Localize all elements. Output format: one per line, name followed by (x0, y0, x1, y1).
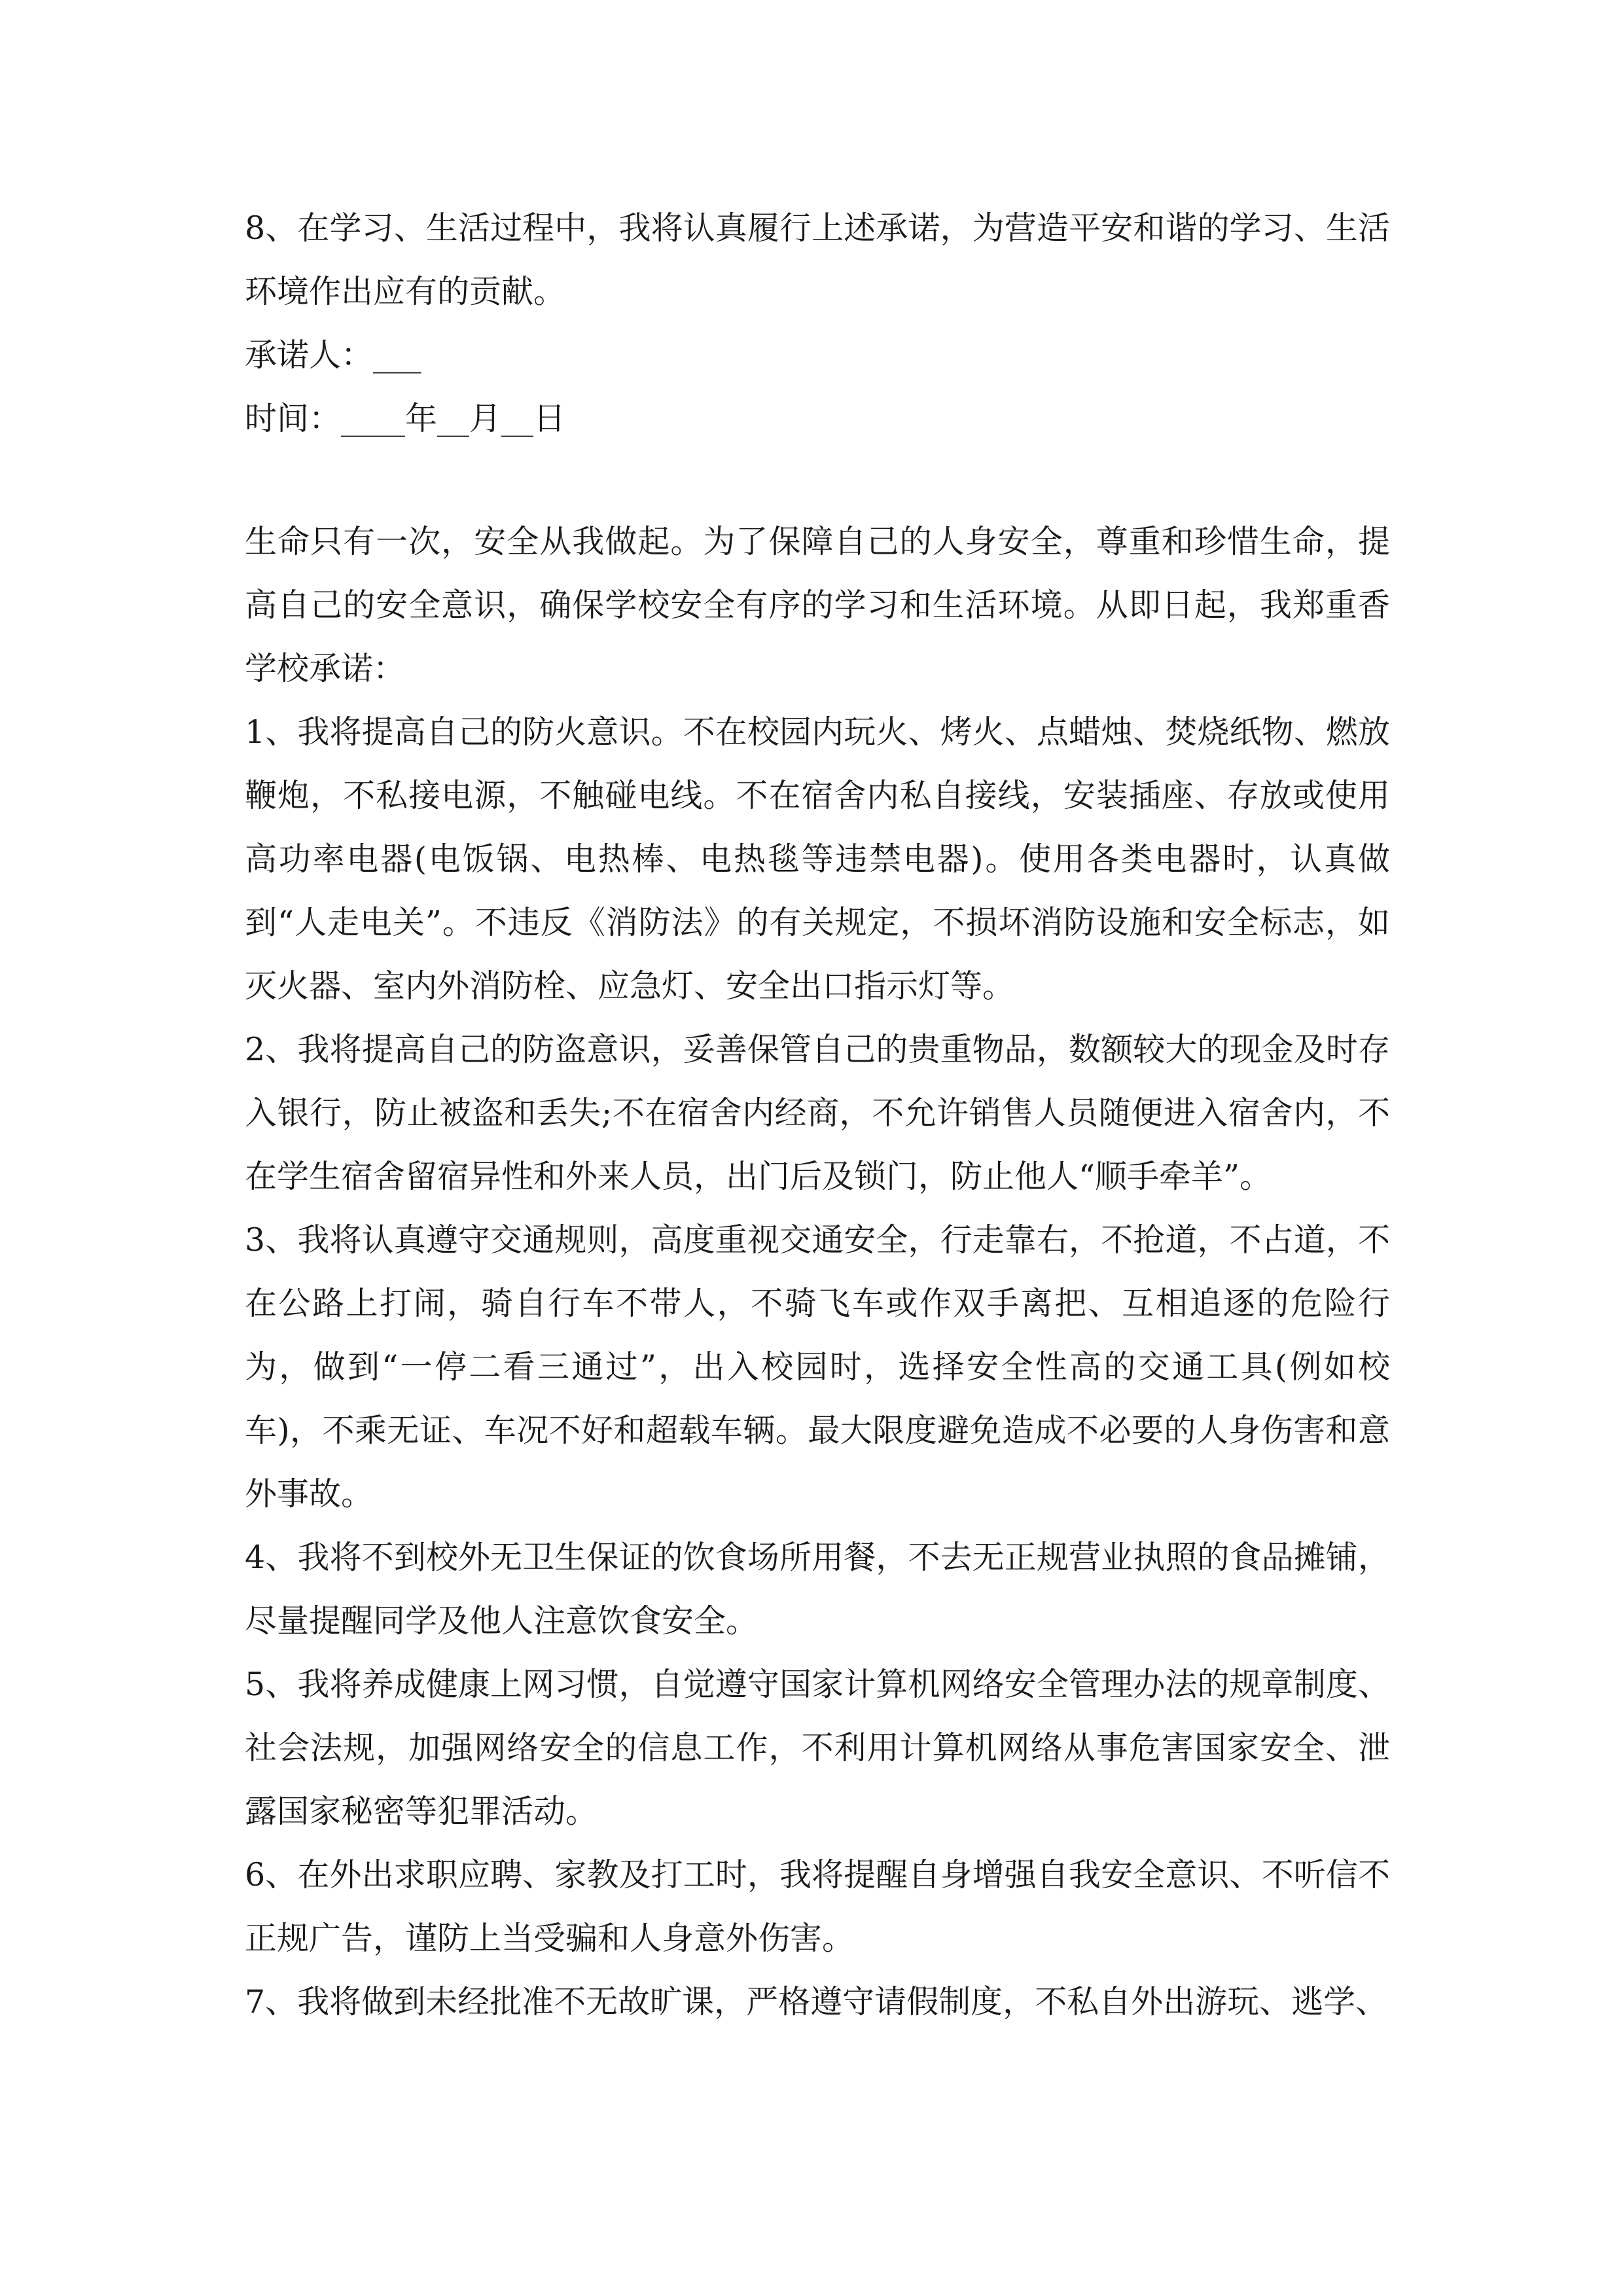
item-4: 4、我将不到校外无卫生保证的饮食场所用餐，不去无正规营业执照的食品摊铺，尽量提醒同学及他人注意饮食安全。 (245, 1539, 1390, 1640)
item-3: 3、我将认真遵守交通规则，高度重视交通安全，行走靠右，不抢道，不占道，不在公路上打闹，骑自行车不带人，不骑飞车或作双手离把、互相追逐的危险行为，做到“一停二看三通过”，出入校园时，选择安全性高的交通工具(例如校车)，不乘无证、车况不好和超载车辆。最大限度避免造成不必要的人身伤害和意外事故。 (245, 1221, 1390, 1513)
item-5: 5、我将养成健康上网习惯，自觉遵守国家计算机网络安全管理办法的规章制度、社会法规，加强网络安全的信息工作，不利用计算机网络从事危害国家安全、泄露国家秘密等犯罪活动。 (245, 1666, 1390, 1830)
section-gap (245, 450, 1390, 510)
item-6: 6、在外出求职应聘、家教及打工时，我将提醒自身增强自我安全意识、不听信不正规广告，谨防上当受骗和人身意外伤害。 (245, 1856, 1390, 1957)
date-line: 时间：____年__月__日 (245, 400, 566, 437)
intro-paragraph: 生命只有一次，安全从我做起。为了保障自己的人身安全，尊重和珍惜生命，提高自己的安全意识，确保学校安全有序的学习和生活环境。从即日起，我郑重香学校承诺： (245, 523, 1390, 687)
document-body (245, 196, 1390, 2034)
item-8: 8、在学习、生活过程中，我将认真履行上述承诺，为营造平安和谐的学习、生活环境作出应有的贡献。 (245, 209, 1390, 310)
item-1: 1、我将提高自己的防火意识。不在校园内玩火、烤火、点蜡烛、焚烧纸物、燃放鞭炮，不私接电源，不触碰电线。不在宿舍内私自接线，安装插座、存放或使用高功率电器(电饭锅、电热棒、电热毯等违禁电器)。使用各类电器时，认真做到“人走电关”。不违反《消防法》的有关规定，不损坏消防设施和安全标志，如灭火器、室内外消防栓、应急灯、安全出口指示灯等。 (245, 713, 1390, 1005)
item-7: 7、我将做到未经批准不无故旷课，严格遵守请假制度，不私自外出游玩、逃学、 (245, 1983, 1388, 2020)
item-2: 2、我将提高自己的防盗意识，妥善保管自己的贵重物品，数额较大的现金及时存入银行，防止被盗和丢失;不在宿舍内经商，不允许销售人员随便进入宿舍内，不在学生宿舍留宿异性和外来人员，出门后及锁门，防止他人“顺手牵羊”。 (245, 1031, 1390, 1195)
promiser-line: 承诺人：___ (245, 336, 421, 374)
